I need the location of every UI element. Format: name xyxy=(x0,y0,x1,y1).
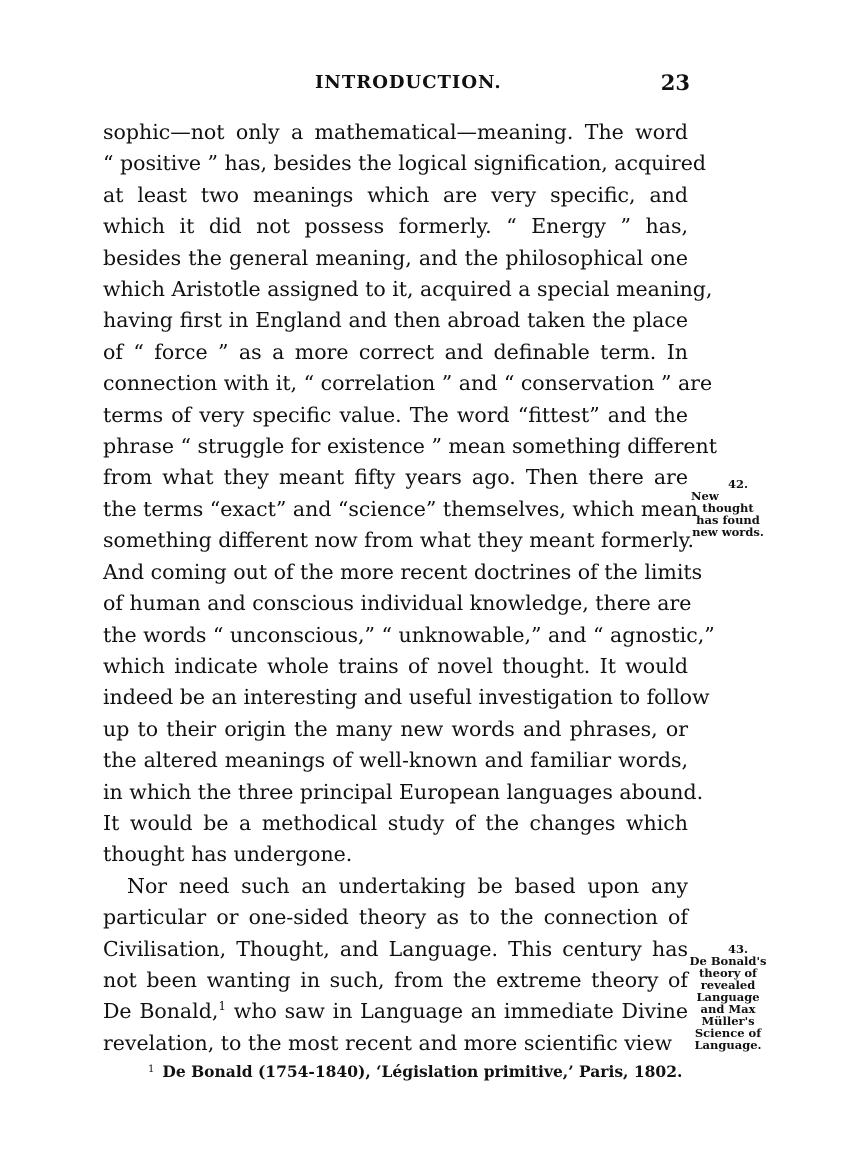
text-line: phrase “ struggle for existence ” mean something different xyxy=(103,434,717,459)
text-line: in which the three principal European languages abound. xyxy=(103,779,704,804)
margin-note-line: Müller's xyxy=(701,1014,755,1028)
page-number: 23 xyxy=(660,70,690,95)
text-line: terms of very specific value. The word “fittest” and the xyxy=(103,402,688,427)
margin-note-line: and Max xyxy=(700,1002,756,1016)
margin-note-number: 43. xyxy=(727,942,748,956)
text-line: which indicate whole trains of novel thought. It would xyxy=(103,653,688,678)
footnote xyxy=(148,1062,682,1081)
text-line: particular or one-sided theory as to the connection of xyxy=(103,905,688,930)
margin-note-line: Language. xyxy=(694,1038,762,1052)
text-line: connection with it, “ correlation ” and “ conservation ” are xyxy=(103,371,713,396)
footnote-text: De Bonald (1754-1840), ‘Législation primitive,’ Paris, 1802. xyxy=(162,1062,683,1081)
text-line: something different now from what they meant formerly. xyxy=(103,528,695,553)
text-line: Nor need such an undertaking be based upon any xyxy=(127,873,688,898)
margin-note-42 xyxy=(683,478,773,538)
text-line: Civilisation, Thought, and Language. This century has xyxy=(103,936,688,961)
text-line: the terms “exact” and “science” themselves, which mean xyxy=(103,496,698,521)
margin-note-line: revealed xyxy=(700,978,756,992)
footnote-marker: 1 xyxy=(148,1064,155,1075)
text-line: sophic—not only a mathematical—meaning. The word xyxy=(103,120,688,144)
footnote-reference[interactable]: 1 xyxy=(218,999,226,1014)
text-line: besides the general meaning, and the philosophical one xyxy=(103,245,688,270)
text-line: which it did not possess formerly. “ Energy ” has, xyxy=(103,214,688,239)
text-line: which Aristotle assigned to it, acquired a special meaning, xyxy=(103,277,713,302)
margin-note-line: De Bonald's xyxy=(689,954,767,968)
margin-note-43 xyxy=(683,943,773,1051)
running-head xyxy=(100,70,690,100)
text-line-with-footnote xyxy=(103,996,688,1027)
margin-note-line: thought xyxy=(702,501,754,515)
text-line: It would be a methodical study of the changes which xyxy=(103,810,688,835)
text-line: not been wanting in such, from the extreme theory of xyxy=(103,967,688,992)
margin-note-line: Language xyxy=(696,990,760,1004)
margin-note-line: theory of xyxy=(698,966,758,980)
text-line: the words “ unconscious,” “ unknowable,” and “ agnostic,” xyxy=(103,622,715,647)
margin-note-line: New xyxy=(691,489,719,503)
text-line: from what they meant fifty years ago. Then there are xyxy=(103,465,688,490)
text-line: And coming out of the more recent doctrines of the limits xyxy=(103,559,703,584)
margin-note-line: has found xyxy=(696,513,760,527)
margin-note-number: 42. xyxy=(727,477,748,491)
text-line: of “ force ” as a more correct and definable term. In xyxy=(103,339,688,364)
text-segment: who saw in Language an immediate Divine xyxy=(233,999,688,1024)
text-line: thought has undergone. xyxy=(103,842,353,867)
text-line: at least two meanings which are very specific, and xyxy=(103,182,688,207)
body-text xyxy=(103,117,717,1059)
text-line: the altered meanings of well-known and familiar words, xyxy=(103,748,688,773)
running-title: INTRODUCTION. xyxy=(315,72,502,93)
paragraph-2 xyxy=(103,871,688,1059)
margin-note-line: new words. xyxy=(692,525,764,539)
text-segment: De Bonald, xyxy=(103,999,219,1024)
text-line: up to their origin the many new words and phrases, or xyxy=(103,716,688,741)
text-line: indeed be an interesting and useful investigation to follow xyxy=(103,685,710,710)
text-line: revelation, to the most recent and more scientific view xyxy=(103,1030,673,1055)
text-line: having first in England and then abroad taken the place xyxy=(103,308,688,333)
paragraph-1 xyxy=(103,117,717,871)
text-line: “ positive ” has, besides the logical signification, acquired xyxy=(103,151,706,176)
margin-note-line: Science of xyxy=(694,1026,762,1040)
text-line: of human and conscious individual knowledge, there are xyxy=(103,591,692,616)
